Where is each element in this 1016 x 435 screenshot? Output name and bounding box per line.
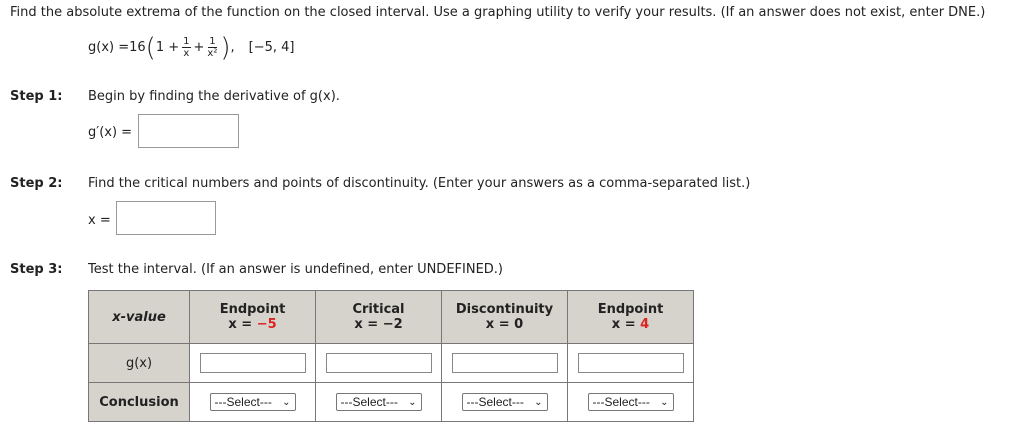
- chevron-down-icon: ⌄: [534, 396, 543, 408]
- x-value-label: x-value: [112, 309, 166, 325]
- col-critical: [316, 291, 442, 344]
- step3-label: Step 3:: [10, 262, 63, 277]
- col-header-x: [190, 317, 315, 332]
- g-cell: [316, 344, 442, 383]
- g-cell: [442, 344, 568, 383]
- interval-test-table: [88, 290, 694, 422]
- conclusion-cell: [568, 383, 694, 422]
- conclusion-label: Conclusion: [99, 394, 179, 410]
- table-row-x-value: [89, 291, 694, 344]
- derivative-input[interactable]: [138, 114, 239, 148]
- problem-prompt: Find the absolute extrema of the function on the closed interval. Use a graphing utility to verify your results. (If an answer does not exist, enter DNE.): [10, 5, 986, 20]
- conclusion-select-endpoint-right[interactable]: [588, 393, 674, 411]
- col-header-x: [316, 317, 441, 332]
- x-prefix: x =: [228, 317, 257, 332]
- formula-interval: [−5, 4]: [248, 40, 295, 55]
- formula-plus: +: [193, 40, 205, 55]
- select-text: ---Select---: [214, 395, 272, 409]
- select-text: ---Select---: [592, 395, 650, 409]
- x-value: 4: [640, 317, 650, 332]
- g-label: g(x): [125, 355, 153, 371]
- conclusion-cell: [316, 383, 442, 422]
- right-paren: ): [220, 32, 231, 63]
- left-paren: (: [145, 32, 156, 63]
- table-row-conclusion: [89, 383, 694, 422]
- conclusion-select-critical[interactable]: [336, 393, 422, 411]
- g-input-endpoint-right[interactable]: [578, 353, 684, 373]
- select-text: ---Select---: [466, 395, 524, 409]
- step1-text: Begin by finding the derivative of g(x).: [88, 89, 340, 104]
- row-label-g: [89, 344, 190, 383]
- step1-label: Step 1:: [10, 89, 63, 104]
- g-cell: [568, 344, 694, 383]
- conclusion-select-discontinuity[interactable]: [462, 393, 548, 411]
- col-header-top: Discontinuity: [455, 302, 554, 317]
- x-value: 0: [514, 317, 524, 332]
- frac2-den: x²: [207, 48, 218, 59]
- step2-label: Step 2:: [10, 176, 63, 191]
- conclusion-cell: [190, 383, 316, 422]
- critical-numbers-input[interactable]: [116, 201, 216, 235]
- col-header-top: Endpoint: [219, 302, 286, 317]
- conclusion-select-endpoint-left[interactable]: [210, 393, 296, 411]
- frac1-den: x: [183, 48, 190, 59]
- row-label-x-value: [89, 291, 190, 344]
- formula-coef: 16: [129, 40, 146, 55]
- select-text: ---Select---: [340, 395, 398, 409]
- x-value: −2: [382, 317, 403, 332]
- g-input-endpoint-left[interactable]: [200, 353, 306, 373]
- step1-input-label: g′(x) =: [88, 125, 133, 140]
- chevron-down-icon: ⌄: [408, 396, 417, 408]
- col-header-top: Endpoint: [597, 302, 664, 317]
- col-discontinuity: [442, 291, 568, 344]
- x-prefix: x =: [611, 317, 641, 332]
- col-endpoint-left: [190, 291, 316, 344]
- x-prefix: x =: [485, 317, 515, 332]
- step2-input-label: x =: [88, 213, 111, 228]
- formula-comma: ,: [230, 40, 235, 55]
- conclusion-cell: [442, 383, 568, 422]
- col-endpoint-right: [568, 291, 694, 344]
- g-cell: [190, 344, 316, 383]
- col-header-x: [568, 317, 693, 332]
- x-value: −5: [256, 317, 277, 332]
- chevron-down-icon: ⌄: [660, 396, 669, 408]
- col-header-x: [442, 317, 567, 332]
- frac1-num: 1: [183, 36, 190, 47]
- fraction-1-over-x2: [207, 36, 217, 59]
- col-header-top: Critical: [352, 302, 405, 317]
- frac2-num: 1: [209, 36, 216, 47]
- x-prefix: x =: [354, 317, 383, 332]
- formula-lhs: g(x) =: [88, 40, 130, 55]
- fraction-1-over-x: [182, 36, 190, 59]
- formula-one-plus: 1 +: [155, 40, 180, 55]
- step2-text: Find the critical numbers and points of discontinuity. (Enter your answers as a comma-separated list.): [88, 176, 751, 191]
- g-input-discontinuity[interactable]: [452, 353, 558, 373]
- g-input-critical[interactable]: [326, 353, 432, 373]
- function-formula: [88, 32, 295, 63]
- chevron-down-icon: ⌄: [282, 396, 291, 408]
- row-label-conclusion: [89, 383, 190, 422]
- table-row-g: [89, 344, 694, 383]
- step3-text: Test the interval. (If an answer is undefined, enter UNDEFINED.): [88, 262, 503, 277]
